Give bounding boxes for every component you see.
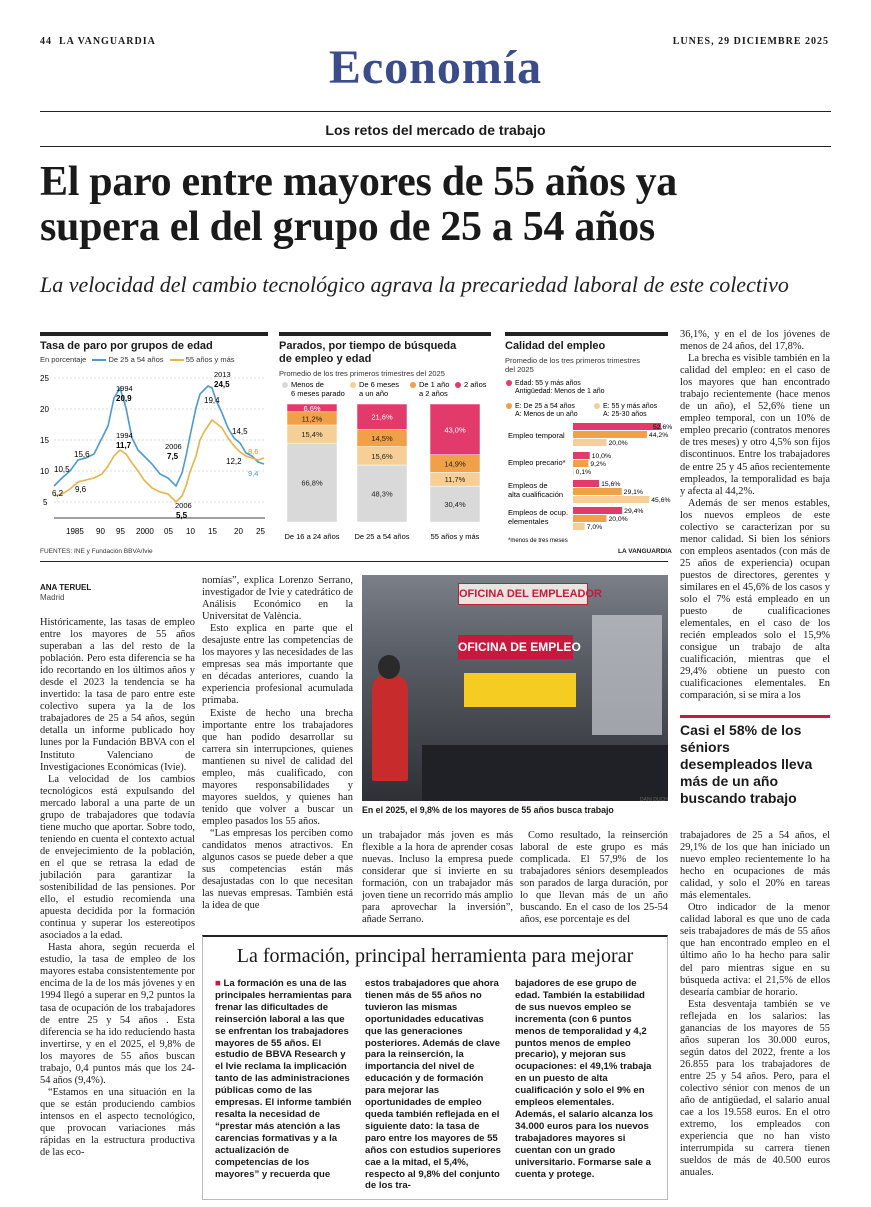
paragraph: Esto explica en parte que el desajuste entre las competencias de los mayores y las necesidades de las empresas sea más importante que en décadas anteriores, cuando la experiencia profesional acumulada primaba. bbox=[202, 623, 353, 707]
x-category: De 25 a 54 años bbox=[354, 532, 410, 541]
data-label: 15,6 bbox=[74, 450, 90, 459]
bar-value-label: 52,6% bbox=[653, 424, 673, 431]
legend-swatch bbox=[410, 382, 416, 388]
byline-place: Madrid bbox=[40, 593, 65, 602]
sidebar-column-3 bbox=[515, 978, 655, 1200]
byline-author: ANA TERUEL bbox=[40, 583, 92, 592]
bar-value-label: 29,1% bbox=[623, 489, 643, 496]
x-tick: 95 bbox=[116, 527, 125, 536]
data-label: 1994 bbox=[116, 431, 133, 440]
bar-value-label: 43,0% bbox=[444, 425, 466, 435]
legend-label: 2 años bbox=[464, 380, 487, 389]
pullquote: Casi el 58% de los séniors desempleados lleva más de un año buscando trabajo bbox=[680, 722, 813, 806]
photo-yellow-panel bbox=[464, 673, 576, 707]
article-column-2 bbox=[202, 575, 353, 930]
legend-label-old: 55 años y más bbox=[185, 355, 235, 364]
chart-unemployment-rate bbox=[40, 332, 268, 364]
chart-title: Calidad del empleo bbox=[505, 340, 606, 352]
data-label: 14,5 bbox=[232, 427, 248, 436]
article-column-4 bbox=[520, 830, 668, 930]
data-label: 9,4 bbox=[248, 469, 259, 478]
x-tick: 2000 bbox=[136, 527, 154, 536]
bar-value-label: 11,7% bbox=[444, 475, 466, 485]
photo-sign-employer bbox=[458, 583, 603, 605]
header-rule bbox=[40, 111, 831, 112]
data-label: 1994 bbox=[116, 384, 133, 393]
bar-value-label: 6,6% bbox=[303, 403, 321, 413]
sidebar-text: bajadores de ese grupo de edad. También la estabilidad de sus nuevos empleo se incrementa (con 6 puntos menos de temporalidad y 4,2 puntos menos de empleo precario), y mejoran sus ocupaciones: el 49,1% trabaja en un puesto de alta cualificación y solo el 9% en empleos elementales. Además, el salario alcanza los 34.000 euros para los nuevos trabajadores mayores si cuentan con un grado universitario. Formarse sale a cuenta y protege. bbox=[515, 978, 654, 1180]
bar-value-label: 29,4% bbox=[624, 508, 644, 515]
bar-value-label: 20,0% bbox=[608, 516, 628, 523]
y-tick: 20 bbox=[40, 405, 49, 414]
legend-label: Antigüedad: Menos de 1 año bbox=[515, 388, 605, 395]
bar-value-label: 15,6% bbox=[601, 481, 621, 488]
data-label: 2006 bbox=[165, 442, 182, 451]
photo-sign-employment-text: OFICINA DE EMPLEO bbox=[458, 640, 581, 654]
photo-credit: DANI DUCH bbox=[640, 797, 668, 803]
paragraph: La brecha es visible también en la calidad del empleo: en el caso de los mayores que han encontrado trabajo recientemente (hace menos de un año), el 52,6% tiene un empleo temporal, con un 10% de empleo precario (contratos menores de tres meses) y otro 4,5% son fijos discontinuos. Entre los trabajadores de entre 25 y 45 años recientemente empleados, la temporalidad es baja y afecta al 44,2%. bbox=[680, 353, 830, 497]
paragraph: un trabajador más joven es más flexible a la hora de aprender cosas nuevas. Incluso la empresa puede considerar que si invierte en su formación, con un trabajador más joven tiene un recorrido más amplio para aprovechar la inversión”, añade Serrano. bbox=[362, 830, 513, 926]
quality-bar-chart-svg bbox=[505, 374, 673, 546]
chart-title bbox=[279, 340, 491, 366]
data-label: 2013 bbox=[214, 370, 231, 379]
x-tick: 25 bbox=[256, 527, 265, 536]
legend-label: a 2 años bbox=[419, 389, 448, 398]
legend-label: A: 25-30 años bbox=[603, 411, 647, 418]
legend-swatch bbox=[350, 382, 356, 388]
y-category: alta cualificación bbox=[508, 490, 564, 499]
charts-bottom-rule bbox=[40, 561, 668, 562]
photo-sign-employment bbox=[458, 635, 581, 659]
bar-value-label: 20,0% bbox=[608, 440, 628, 447]
paragraph: nomías”, explica Lorenzo Serrano, investigador de Ivie y catedrático de Análisis Económico en la Universitat de València. bbox=[202, 575, 353, 623]
legend-swatch bbox=[506, 403, 512, 409]
sidebar-column-1 bbox=[215, 978, 353, 1200]
bar-value-label: 0,1% bbox=[575, 469, 592, 476]
paragraph: trabajadores de 25 a 54 años, el 29,1% de los que han iniciado un nuevo empleo recientemente lo ha hecho en ocupaciones de más calidad, y solo el 20% en tareas más elementales. bbox=[680, 830, 830, 902]
chart-note: *menos de tres meses bbox=[508, 538, 568, 544]
x-tick: 20 bbox=[234, 527, 243, 536]
photo-caption: En el 2025, el 9,8% de los mayores de 55 años busca trabajo bbox=[362, 805, 614, 815]
bar-value-label: 48,3% bbox=[371, 489, 393, 499]
data-label: 19,4 bbox=[204, 396, 220, 405]
y-tick: 25 bbox=[40, 374, 49, 383]
data-label: 24,5 bbox=[214, 380, 230, 389]
section-title: Economía bbox=[328, 41, 543, 94]
line-chart-svg bbox=[40, 368, 268, 544]
data-label: 10,5 bbox=[54, 465, 70, 474]
photo-sign-employer-text: OFICINA DEL EMPLEADOR bbox=[459, 588, 603, 600]
x-category: De 16 a 24 años bbox=[284, 532, 340, 541]
data-label: 7,5 bbox=[167, 452, 179, 461]
photo-window bbox=[592, 615, 662, 735]
stacked-bar-chart-svg bbox=[279, 376, 493, 544]
bar bbox=[573, 480, 599, 487]
news-photo bbox=[362, 575, 668, 801]
x-tick: 1985 bbox=[66, 527, 84, 536]
y-tick: 10 bbox=[40, 467, 49, 476]
paragraph: Esta desventaja también se ve reflejada en los salarios: las ganancias de los mayores de 55 años superan los 30.000 euros, según datos del 2022, frente a los 26.855 para los trabajadores de entre 25 y 54 años. Pero, para el colectivo sénior con menos de un año de antigüedad, el salario anual cae a los 19.558 euros. En el otro extremo, los empleados con experiencia que no han visto interrumpida su carrera tienen sueldos de más de 40.500 euros anuales. bbox=[680, 998, 830, 1179]
kicker: Los retos del mercado de trabajo bbox=[325, 122, 546, 138]
paragraph: “Estamos en una situación en la que se están produciendo cambios intensos en el aspecto tecnológico, que provocan variaciones más rápidas en la estructura productiva de las eco- bbox=[40, 1086, 195, 1159]
sidebar-column-2 bbox=[365, 978, 503, 1200]
bar bbox=[573, 431, 647, 438]
paragraph: 36,1%, y en el de los jóvenes de menos de 24 años, del 17,8%. bbox=[680, 329, 830, 353]
chart-gridlines bbox=[54, 378, 265, 518]
legend-label: E: 55 y más años bbox=[603, 403, 658, 410]
legend-swatch bbox=[594, 403, 600, 409]
chart-search-time bbox=[279, 332, 491, 378]
x-tick: 05 bbox=[164, 527, 173, 536]
legend-swatch-young bbox=[92, 359, 106, 361]
chart-legend bbox=[40, 355, 268, 364]
data-label: 2006 bbox=[175, 501, 192, 510]
legend-label: a un año bbox=[359, 389, 389, 398]
headline-line-2: supera el del grupo de 25 a 54 años bbox=[40, 204, 655, 250]
legend-label: De 1 año bbox=[419, 380, 450, 389]
y-tick: 5 bbox=[43, 498, 48, 507]
data-label: 8,6 bbox=[248, 447, 259, 456]
bar bbox=[573, 468, 574, 475]
paragraph: “Las empresas los perciben como candidatos menos atractivos. En algunos casos se puede deber a que sus competencias están más desajustadas con lo que necesitan las nuevas empresas. También está la idea de que bbox=[202, 827, 353, 912]
paragraph: Hasta ahora, según recuerda el estudio, la tasa de empleo de los mayores estaba consistentemente por encima de la de los más jóvenes y en 1994 llegó a superar en 9,2 puntos la tasa de ocupación de los trabajadores de entre 25 y 54 años . Esta diferencia se ha ido reduciendo hasta invertirse, y en el 2025, el 9,8% de los mayores de 55 años buscan trabajo, 0,4 puntos más que los 24-54 años (9,4%). bbox=[40, 942, 195, 1086]
y-category: Empleo temporal bbox=[508, 431, 565, 440]
legend-swatch bbox=[455, 382, 461, 388]
bars-group bbox=[287, 404, 480, 522]
y-tick: 15 bbox=[40, 436, 49, 445]
bar-value-label: 44,2% bbox=[648, 432, 669, 439]
subheadline: La velocidad del cambio tecnológico agrava la precariedad laboral de este colectivo bbox=[40, 272, 789, 297]
sidebar-box bbox=[202, 935, 668, 1200]
photo-person-head bbox=[378, 655, 400, 679]
y-category: elementales bbox=[508, 517, 549, 526]
headline-line-1: El paro entre mayores de 55 años ya bbox=[40, 159, 677, 205]
legend-label-young: De 25 a 54 años bbox=[108, 355, 164, 364]
x-tick: 15 bbox=[208, 527, 217, 536]
chart-job-quality bbox=[505, 332, 668, 374]
bar-value-label: 66,8% bbox=[301, 478, 323, 488]
sidebar-title: La formación, principal herramienta para mejorar bbox=[236, 945, 634, 967]
bar bbox=[573, 488, 622, 495]
bar-value-label: 15,6% bbox=[371, 451, 393, 461]
y-category: Empleo precario* bbox=[508, 458, 566, 467]
photo-person-red-jacket bbox=[372, 675, 408, 781]
bar bbox=[573, 439, 606, 446]
bar-value-label: 7,0% bbox=[586, 524, 603, 531]
bullet-icon: ■ bbox=[215, 978, 224, 989]
legend-swatch-old bbox=[170, 359, 184, 361]
headline bbox=[40, 160, 840, 250]
data-label: 5,5 bbox=[176, 511, 188, 520]
legend-label: 6 meses parado bbox=[291, 389, 345, 398]
article-column-5-bottom bbox=[680, 830, 830, 1202]
bars-group bbox=[573, 423, 672, 531]
bar bbox=[573, 496, 649, 503]
bar-value-label: 14,9% bbox=[444, 459, 466, 469]
article-column-5-top bbox=[680, 329, 830, 705]
page-date: LUNES, 29 DICIEMBRE 2025 bbox=[672, 36, 829, 47]
kicker-rule bbox=[40, 146, 831, 147]
chart-sources: FUENTES: INE y Fundación BBVA/Ivie bbox=[40, 548, 153, 555]
legend-swatch bbox=[282, 382, 288, 388]
legend-label: Menos de bbox=[291, 380, 324, 389]
bar-value-label: 30,4% bbox=[444, 500, 466, 510]
x-tick: 90 bbox=[96, 527, 105, 536]
chart-subtitle-line-1: Promedio de los tres primeros trimestres bbox=[505, 356, 641, 365]
page-number: 44 bbox=[40, 36, 52, 47]
article-column-3 bbox=[362, 830, 513, 930]
bar bbox=[573, 523, 585, 530]
chart-top-bar bbox=[40, 332, 268, 336]
paragraph: Históricamente, las tasas de empleo entre los mayores de 55 años superaban a las del resto de la población. Pero esta diferencia se ha ido recortando en los últimos años y desde el 2023 la tendencia se ha invertido: la tasa de paro entre este colectivo supera ya la de los trabajadores de 25 a 54 años, según detalla un informe publicado hoy lunes por la Fundación BBVA con el Instituto Valenciano de Investigaciones Económicas (Ivie). bbox=[40, 617, 195, 773]
bar-value-label: 11,2% bbox=[301, 414, 323, 424]
bar-value-label: 14,5% bbox=[371, 434, 393, 444]
data-label: 9,6 bbox=[75, 485, 87, 494]
legend-label: Edad: 55 y más años bbox=[515, 380, 581, 387]
chart-top-bar bbox=[279, 332, 491, 336]
y-category: Empleos de bbox=[508, 481, 548, 490]
legend-label: A: Menos de un año bbox=[515, 411, 578, 418]
bar bbox=[573, 460, 588, 467]
chart-top-bar bbox=[505, 332, 668, 336]
y-category: Empleos de ocup. bbox=[508, 508, 569, 517]
bar bbox=[573, 423, 661, 430]
data-label: 20,9 bbox=[116, 394, 132, 403]
sidebar-text: estos trabajadores que ahora tienen más de 55 años no tuvieron las mismas oportunidades educativas que las generaciones posteriores. Además de clave para la reinserción, la importancia del nivel de educación y de formación para mejorar las oportunidades de empleo queda también reflejada en el siguiente dato: la tasa de paro entre los mayores de 55 años con estudios superiores cae a la mitad, el 5,4%, respecto al 9,8% del conjunto de los tra- bbox=[365, 978, 501, 1192]
chart-subtitle: Promedio de los tres primeros trimestres del 2025 bbox=[279, 369, 445, 378]
sidebar-text: La formación es una de las principales herramientas para frenar las dificultades de reinserción laboral a las que se enfrentan los trabajadores mayores de 55 años. El estudio de BBVA Research y el Ivie reclama la implicación tanto de las administraciones públicas como de las empresas. El informe también resalta la necesidad de “prestar más atención a las carencias formativas y a la actualización de competencias de los mayores” y recuerda que bbox=[215, 978, 352, 1180]
chart-title: Tasa de paro por grupos de edad bbox=[40, 340, 213, 352]
paragraph: Además de ser menos estables, los nuevos empleos de este colectivo se caracterizan por su menor calidad. Si bien los séniors con empleos asentados (con más de 25 años de experiencia) ocupan puestos de directores, gerentes y similares en el 45,6% de los casos y solo el 7% está empleado en un puesto de cualificaciones elementales, en el caso de los recién empleados solo el 15,9% consigue un trabajo de alta cualificación, mientras que el 29,4% obtiene un puesto con cualificaciones elementales. En comparación, si se mira a los bbox=[680, 497, 830, 702]
bar bbox=[573, 515, 606, 522]
legend-label: De 6 meses bbox=[359, 380, 400, 389]
bar-value-label: 45,6% bbox=[651, 497, 671, 504]
pullquote-rule bbox=[680, 715, 830, 718]
paragraph: Existe de hecho una brecha importante entre los trabajadores que han podido desarrollar su carrera sin interrupciones, quienes mantienen su nivel de calidad del empleo, más cualificado, con mayores responsabilidades y mayores sueldos, y quienes han tenido que volver a buscar un empleo pasados los 55 años. bbox=[202, 707, 353, 827]
chart-title-line-1: Parados, por tiempo de búsqueda bbox=[279, 340, 457, 352]
photo-counter bbox=[422, 745, 668, 801]
bar-value-label: 21,6% bbox=[371, 412, 393, 422]
x-category: 55 años y más bbox=[430, 532, 480, 541]
bar bbox=[573, 452, 590, 459]
bar bbox=[573, 507, 622, 514]
paragraph: Otro indicador de la menor calidad laboral es que uno de cada seis trabajadores de más de 55 años que han encontrado empleo en el último año lo ha hecho para salir del paro mientras sigue en su búsqueda activa: el 21,5% de ellos desearía cambiar de horario. bbox=[680, 902, 830, 998]
paragraph: Como resultado, la reinserción laboral de este grupo es más complicada. El 57,9% de los trabajadores séniors desempleados son parados de larga duración, por lo que llevan más de un año buscando. En el caso de los 25-54 años, ese porcentaje es del bbox=[520, 830, 668, 926]
article-column-1 bbox=[40, 617, 195, 1207]
bar-value-label: 10,0% bbox=[591, 453, 612, 460]
chart-title-line-2: de empleo y edad bbox=[279, 353, 372, 365]
bar-value-label: 15,4% bbox=[301, 430, 323, 440]
data-label: 12,2 bbox=[226, 457, 242, 466]
chart-unit: En porcentaje bbox=[40, 355, 87, 364]
chart-credit: LA VANGUARDIA bbox=[618, 548, 672, 555]
legend-swatch bbox=[506, 380, 512, 386]
bar-value-label: 9,2% bbox=[590, 461, 606, 468]
x-tick: 10 bbox=[186, 527, 195, 536]
legend-label: E: De 25 a 54 años bbox=[515, 403, 575, 410]
chart-subtitle-line-2: del 2025 bbox=[505, 365, 534, 374]
data-label: 6,2 bbox=[52, 489, 64, 498]
chart-subtitle bbox=[505, 356, 668, 374]
data-label: 11,7 bbox=[116, 441, 132, 450]
paper-name: LA VANGUARDIA bbox=[59, 36, 156, 47]
paragraph: La velocidad de los cambios tecnológicos está expulsando del mercado laboral a una parte de un grupo de trabajadores que todavía tiene mucho que aportar. Sobre todo, teniendo en cuenta el contexto actual de envejecimiento de la población, en el que se retrasa la edad de jubilación para garantizar la sostenibilidad de las pensiones. Por ello, el estudio recomienda una apuesta decidida por la formación continua y superar los estereotipos asociados a la edad. bbox=[40, 773, 195, 942]
